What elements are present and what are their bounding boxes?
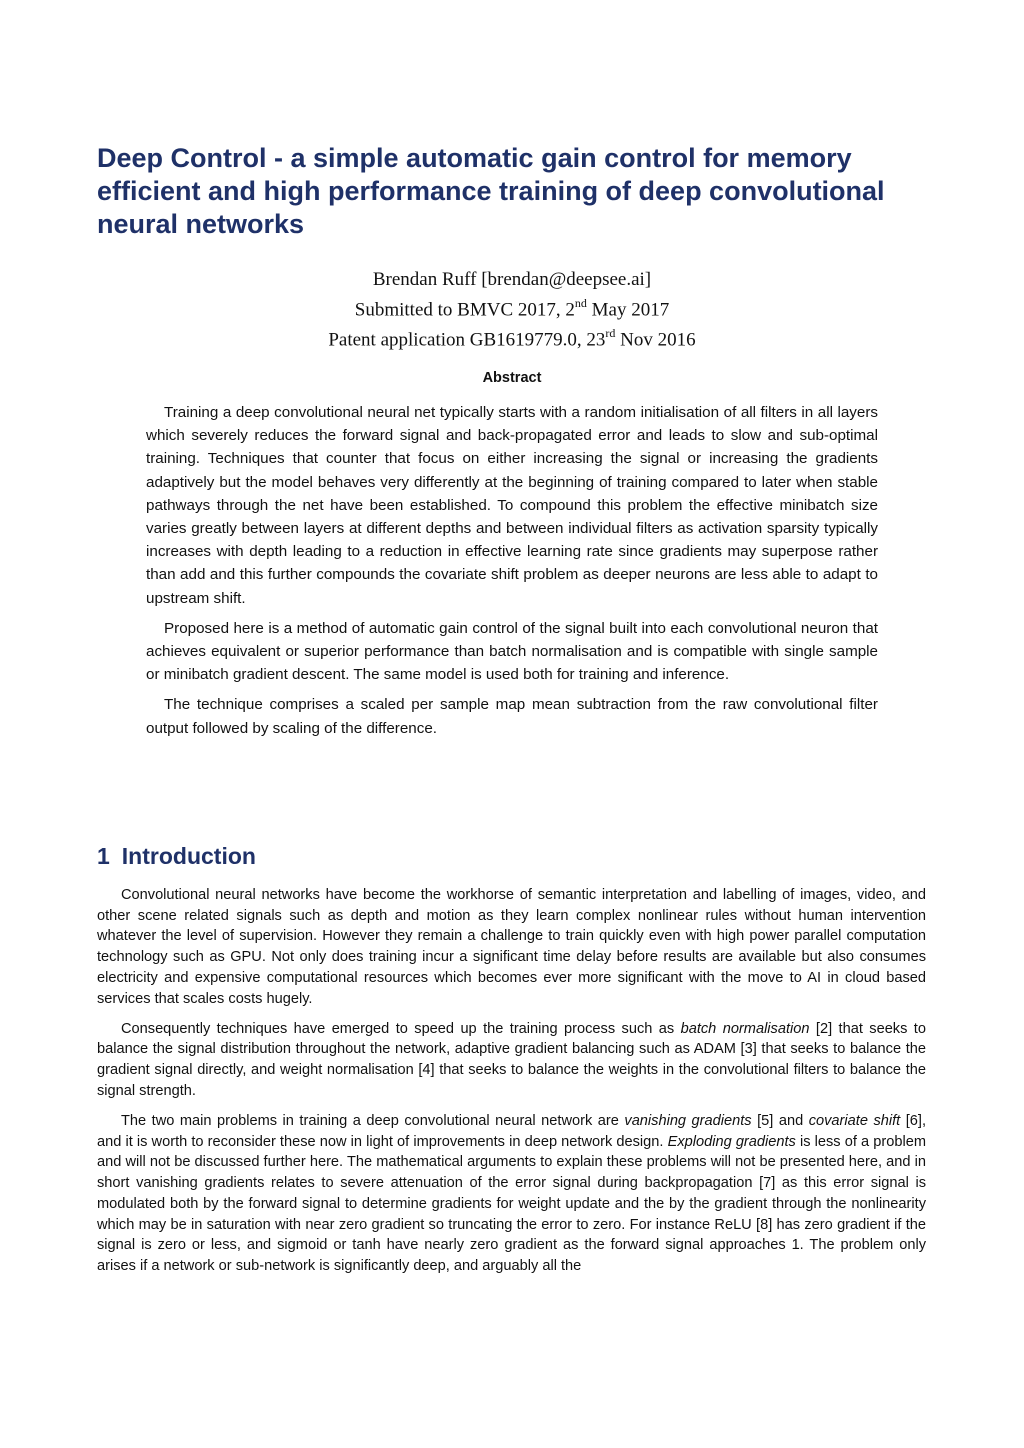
author-line: Brendan Ruff [brendan@deepsee.ai] (372, 269, 652, 290)
abstract-body (146, 401, 878, 747)
section-heading-introduction (97, 843, 256, 870)
intro-paragraph: The two main problems in training a deep convolutional neural network are vanishing gradients [5] and covariate shift [6], and it is worth to reconsider these now in light of improvements in deep network design. Exploding gradients is less of a problem and will not be discussed further here. The mathematical arguments to explain these problems will not be presented here, and in short vanishing gradients relates to severe attenuation of the error signal during backpropagation [7] as this error signal is modulated both by the forward signal to determine gradients for weight update and the by the gradient through the nonlinearity which may be in saturation with near zero gradient so truncating the error to zero. For instance ReLU [8] has zero gradient if the signal is zero or less, and sigmoid or tanh have nearly zero gradient as the forward signal approaches 1. The problem only arises if a network or sub-network is significantly deep, and arguably all the (97, 1113, 927, 1274)
abstract-heading: Abstract (482, 370, 542, 386)
introduction-body (97, 885, 926, 1286)
author-block (0, 268, 1024, 353)
intro-paragraph: Convolutional neural networks have become the workhorse of semantic interpretation and labelling of images, video, and other scene related signals such as depth and motion as they learn complex nonlinear rules without human intervention whatever the level of supervision. However they remain a challenge to train quickly even with high power parallel computation technology such as GPU. Not only does training incur a significant time delay before results are available but also consumes electricity and expensive computational resources which becomes ever more significant with the move to AI in cloud based services that scales costs hugely. (97, 887, 926, 1007)
abstract-paragraph: The technique comprises a scaled per sample map mean subtraction from the raw convolutional filter output followed by scaling of the difference. (146, 696, 878, 737)
section-number: 1 (97, 843, 110, 869)
patent-line: Patent application GB1619779.0, 23rd Nov 2016 (328, 326, 696, 351)
abstract-paragraph: Proposed here is a method of automatic gain control of the signal built into each convolutional neuron that achieves equivalent or superior performance than batch normalisation and is compatible with single sample or minibatch gradient descent. The same model is used both for training and inference. (146, 619, 878, 684)
submitted-line: Submitted to BMVC 2017, 2nd May 2017 (354, 296, 670, 321)
abstract-paragraph: Training a deep convolutional neural net typically starts with a random initialisation of all filters in all layers which severely reduces the forward signal and back-propagated error and leads to slow and sub-optimal training. Techniques that counter that focus on either increasing the signal or increasing the gradients adaptively but the model behaves very differently at the beginning of training compared to later when stable pathways through the net have been established. To compound this problem the effective minibatch size varies greatly between layers at different depths and between individual filters as activation sparsity typically increases with depth leading to a reduction in effective learning rate since gradients may superpose rather than add and this further compounds the covariate shift problem as deeper neurons are less able to adapt to upstream shift. (146, 404, 878, 607)
intro-paragraph: Consequently techniques have emerged to speed up the training process such as batch normalisation [2] that seeks to balance the signal distribution throughout the network, adaptive gradient balancing such as ADAM [3] that seeks to balance the gradient signal directly, and weight normalisation [4] that seeks to balance the weights in the convolutional filters to balance the signal strength. (97, 1020, 926, 1099)
section-title: Introduction (121, 843, 256, 869)
paper-title: Deep Control - a simple automatic gain control for memory efficient and high performance training of deep convolutional neural networks (97, 143, 885, 239)
